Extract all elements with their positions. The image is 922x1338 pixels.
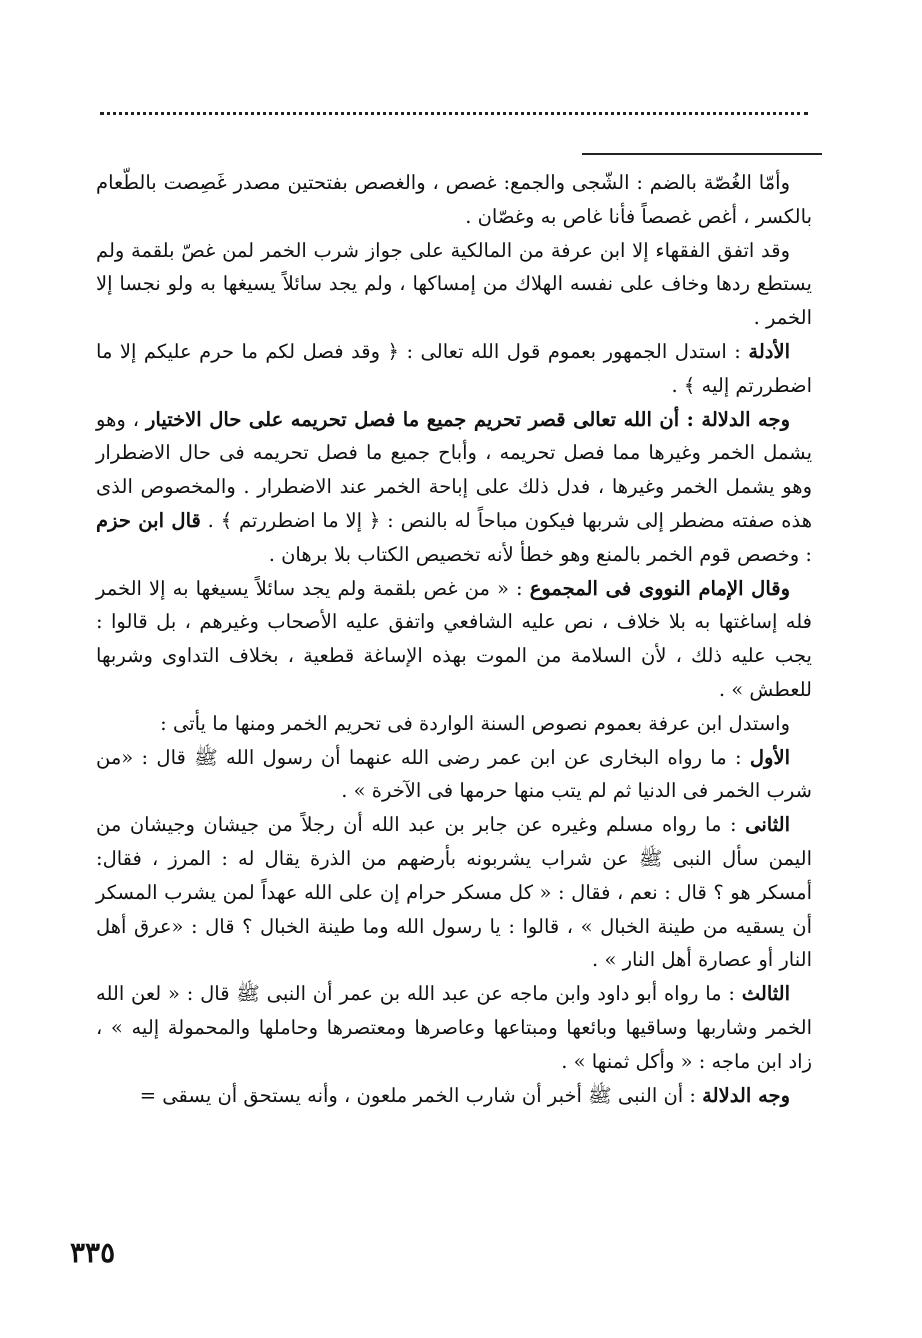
paragraph-inference-2: وجه الدلالة : أن النبى ﷺ أخبر أن شارب الخمر ملعون ، وأنه يستحق أن يسقى = — [139, 1083, 790, 1107]
label-ibn-hazm: قال ابن حزم — [96, 508, 201, 532]
paragraph-nawawi: وقال الإمام النووى فى المجموع : « من غص بلقمة ولم يجد سائلاً يسيغها به إلا الخمر فله إساغتها به بلا خلاف ، نص عليه الشافعي واتفق عليه الأصحاب وغيرهم ، بل قالوا : يجب عليه ذلك ، لأن السلامة من الموت بهذه الإساغة قطعية ، بخلاف التداوى وشربها للعطش » . — [96, 576, 812, 701]
label-second: الثانى — [745, 813, 790, 837]
paragraph-ibn-arafa: واستدل ابن عرفة بعموم نصوص السنة الواردة فى تحريم الخمر ومنها ما يأتى : — [160, 711, 790, 735]
paragraph-evidence: الأدلة : استدل الجمهور بعموم قول الله تعالى : ﴿ وقد فصل لكم ما حرم عليكم إلا ما اضطررتم إليه ﴾ . — [96, 339, 812, 397]
footnote-rule — [582, 153, 822, 155]
label-nawawi: وقال الإمام النووى فى المجموع — [529, 576, 791, 600]
label-first: الأول — [749, 745, 791, 769]
paragraph-second: الثانى : ما رواه مسلم وغيره عن جابر بن عبد الله أن رجلاً من جيشان وجيشان من اليمن سأل النبى ﷺ عن شراب يشربونه بأرضهم من الذرة يقال له : المرز ، فقال: أمسكر هو ؟ قال : نعم ، فقال : « كل مسكر حرام إن على الله عهداً لمن يشرب المسكر أن يسقيه من طينة الخبال » ، قالوا : يا رسول الله وما طينة الخبال ؟ قال : «عرق أهل النار أو عصارة أهل النار » . — [96, 813, 812, 972]
paragraph-ghussa: وأمّا الغُصّة بالضم : الشّجى والجمع: غصص ، والغصص بفتحتين مصدر غَصِصت بالطّعام بالكسر ، أغص غصصاً فأنا غاص به وغصّان . — [96, 171, 812, 228]
label-inference: وجه الدلالة : أن الله تعالى قصر تحريم جميع ما فصل تحريمه على حال الاختيار — [145, 407, 790, 431]
label-third: الثالث — [741, 982, 791, 1006]
paragraph-third: الثالث : ما رواه أبو داود وابن ماجه عن عبد الله بن عمر أن النبى ﷺ قال : « لعن الله الخمر وشاربها وساقيها وبائعها ومبتاعها وعاصرها ومعتصرها وحاملها والمحمولة إليه » ، زاد ابن ماجه : « وأكل ثمنها » . — [96, 982, 812, 1073]
paragraph-first: الأول : ما رواه البخارى عن ابن عمر رضى الله عنهما أن رسول الله ﷺ قال : «من شرب الخمر فى الدنيا ثم لم يتب منها حرمها فى الآخرة » . — [96, 745, 812, 803]
label-inference-2: وجه الدلالة — [702, 1083, 790, 1107]
label-evidence: الأدلة — [748, 339, 790, 363]
paragraph-inference: وجه الدلالة : أن الله تعالى قصر تحريم جميع ما فصل تحريمه على حال الاختيار ، وهو يشمل الخمر وغيرها مما فصل تحريمه ، وأباح جميع ما فصل تحريمه فى حال الاضطرار وهو يشمل الخمر وغيرها ، فدل ذلك على إباحة الخمر عند الاضطرار . والمخصوص الذى هذه صفته مضطر إلى شربها فيكون مباحاً له بالنص : ﴿ إلا ما اضطررتم ﴾ . قال ابن حزم : وخصص قوم الخمر بالمنع وهو خطأ لأنه تخصيص الكتاب بلا برهان . — [96, 407, 812, 566]
footnote-text — [96, 166, 812, 1112]
dotted-separator — [100, 112, 808, 115]
paragraph-agreement: وقد اتفق الفقهاء إلا ابن عرفة من المالكية على جواز شرب الخمر لمن غصّ بلقمة ولم يستطع ردها وخاف على نفسه الهلاك من إمساكها ، ولم يجد سائلاً يسيغها به ولو نجسا إلا الخمر . — [96, 238, 812, 330]
page-number: ٣٣٥ — [70, 1236, 116, 1269]
